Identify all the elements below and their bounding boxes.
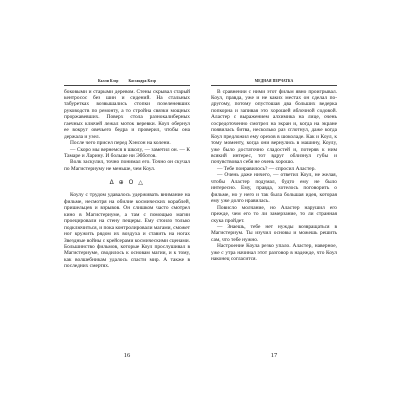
header-rule xyxy=(64,85,190,86)
paragraph: — Знаешь, тебе нет нужды возвращаться в Магистериум. Ты изучил основы и можешь решить сам, что тебе нужно. xyxy=(211,224,337,243)
page-number-right: 17 xyxy=(270,352,278,359)
author-name-1: Калли Клэр xyxy=(97,79,119,83)
paragraph: Настроение Коула резко упало. Аластер, наверное, уже с утра начинал этот разговор в надежде, что Коул наконец согласится. xyxy=(211,243,337,263)
header-rule xyxy=(211,85,337,86)
left-page-text xyxy=(64,89,190,270)
paragraph: Повисло молчание, но Аластер нарушил его прежде, чем его то ли замерзание, то ли странная скука пройдет. xyxy=(211,204,337,224)
paragraph: В сравнении с ними этот фильм явно проигрывал. Коул, правда, уже и не каких местах он сделал по-другому, потому опустошая два больших ведерка попкорна и запивая это хорошей яблочной содовой. Аластер с выражением алхимика на лице, очень сосредоточенно смотрел на экран и, когда на экране появилась битва, несколько раз сглотнул, даже когда Коул предложил ему орехов в шоколаде. Как и Коул, к тому моменту, когда они вернулись в машину, Коулу, уже было достаточно сладостей и, потеряв к ним всякий интерес, тот вдруг облизнул губы и почувствовал себя не очень хорошо. xyxy=(211,88,337,166)
author-name-2: Кассандра Клэр xyxy=(128,79,157,83)
section-ornament: Δ ⊕ Ο △ xyxy=(109,179,145,187)
right-page xyxy=(211,78,337,340)
running-head-right: МЕДНАЯ ПЕРЧАТКА xyxy=(254,79,294,83)
right-page-text xyxy=(211,89,337,263)
paragraph: — Тебе понравилось? — спросил Аластер. xyxy=(217,165,316,172)
paragraph: Коулу с трудом удавалось удерживать внимание на фильме, несмотря на обилие космических кораблей, пришельцев и взрывов. Он слишком часто смотрел кино в Магистериуме, а там с помощью магии проецировали на стену пещеры. Ему стоило только подключиться, и пока контролировали магами, сможет ног кружить рядом их воздуха и ставить на ногах Звездные войны с крейсерами космическими сценами. Большинство фильмов, которые Коул прослушивал в Магистериуме, сводилось к основам магии, и к тому, как волшебникам удалось спасти мир. А также в последних смертях. xyxy=(64,192,190,270)
left-page xyxy=(64,78,190,340)
paragraph: — Скоро мы вернемся в школу, — заметил он. — К Тамаре и Ларину. И больше ни Эбботов. xyxy=(64,146,190,160)
running-head-left xyxy=(64,78,190,84)
paragraph: После чего присел перед Хэнсон на колени. xyxy=(70,140,171,147)
paragraph: боковыми и старыми деревом. Стены скрывал старый кентросос без шин и сидений. На стальных табуретках возвышались стопки позеленевших руководств по ремонту, а то стройна связки мощных проржавевших. Поверх стола разнокалиберных гаечных ключей лежал моток веревки. Коул обернул ее вокруг овечьего бедра и проверил, чтобы она держала и узел. xyxy=(64,88,190,140)
page-number-left: 16 xyxy=(123,352,131,359)
paragraph: Волк заскулил, точно понимал его. Точно он скучал по Магистериуму не меньше, чем Коул. xyxy=(64,159,190,172)
paragraph: — Очень даже ничего, — ответил Коул, не желая, чтобы Аластер подумал, будто ему не было интересно. Ему, правда, хотелось поговорить о фильме, но у него и так была большая идея, которая ему уже долго нравилась. xyxy=(211,172,337,205)
